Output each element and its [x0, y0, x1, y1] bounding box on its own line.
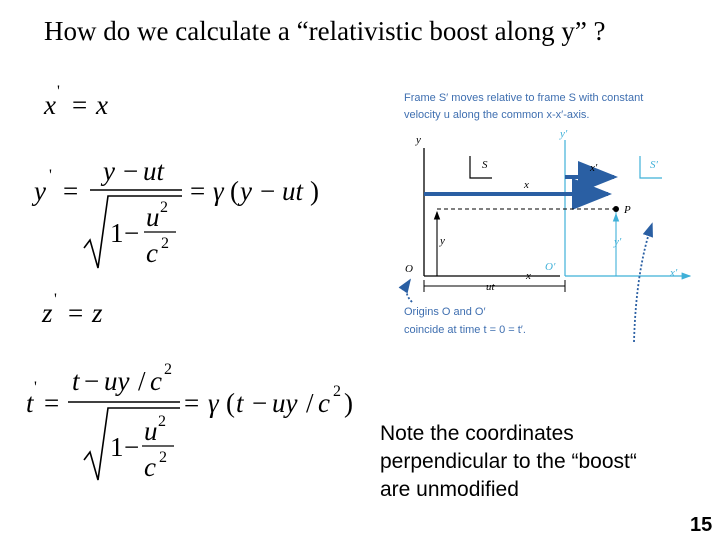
svg-text:1: 1	[110, 432, 124, 462]
svg-text:−: −	[124, 432, 140, 462]
svg-text:t: t	[26, 388, 34, 418]
svg-text:z: z	[92, 298, 103, 328]
svg-text:/: /	[306, 388, 314, 418]
figure-caption-bottom-1: Origins O and O′	[404, 306, 486, 318]
svg-text:−: −	[124, 218, 140, 248]
svg-text:': '	[54, 291, 57, 308]
svg-text:t: t	[72, 366, 80, 396]
svg-text:2: 2	[333, 383, 341, 400]
svg-text:': '	[49, 167, 52, 184]
svg-text:γ: γ	[213, 176, 224, 206]
label-x-axis: x	[526, 270, 531, 282]
svg-text:z: z	[42, 298, 53, 328]
svg-text:(: (	[230, 176, 239, 206]
svg-text:2: 2	[159, 449, 167, 466]
svg-text:(: (	[226, 388, 235, 418]
svg-text:): )	[344, 388, 353, 418]
svg-text:u: u	[146, 202, 160, 232]
svg-text:−: −	[252, 388, 268, 418]
label-y-prime-axis: y′	[560, 128, 568, 140]
svg-text:2: 2	[161, 235, 169, 252]
label-frame-s-prime: S′	[650, 159, 658, 171]
svg-text:=: =	[190, 176, 206, 206]
label-y-coord: y	[440, 235, 445, 247]
label-frame-s: S	[482, 159, 488, 171]
figure-caption-bottom-2: coincide at time t = 0 = t′.	[404, 324, 526, 336]
svg-text:uy: uy	[104, 366, 130, 396]
figure-caption-top-1: Frame S′ moves relative to frame S with constant	[404, 92, 644, 104]
svg-text:1: 1	[110, 218, 124, 248]
svg-text:2: 2	[160, 199, 168, 216]
svg-text:2: 2	[164, 361, 172, 378]
figure-caption-top-2: velocity u along the common x-x′-axis.	[404, 109, 590, 121]
svg-text:': '	[57, 83, 60, 100]
svg-text:/: /	[138, 366, 146, 396]
svg-text:=: =	[72, 90, 88, 120]
label-origin-prime: O′	[545, 261, 556, 273]
svg-text:x: x	[44, 90, 56, 120]
page-number: 15	[690, 514, 713, 536]
note-line-3: are unmodified	[380, 478, 519, 501]
svg-text:ut: ut	[143, 156, 165, 186]
slide-title: How do we calculate a “relativistic boost along y” ?	[44, 16, 606, 46]
label-arrow-x: x	[524, 179, 529, 191]
frame-s-marker	[470, 156, 492, 178]
svg-text:2: 2	[158, 413, 166, 430]
svg-text:y: y	[34, 176, 46, 206]
svg-text:−: −	[123, 156, 139, 186]
svg-text:y: y	[103, 156, 115, 186]
note-line-2: perpendicular to the “boost“	[380, 450, 637, 473]
note-text	[380, 420, 710, 504]
svg-text:x: x	[96, 90, 108, 120]
svg-text:−: −	[260, 176, 276, 206]
note-line-1: Note the coordinates	[380, 422, 574, 445]
svg-text:=: =	[63, 176, 79, 206]
label-y-axis: y	[416, 134, 421, 146]
label-arrow-x-prime: x′	[590, 162, 598, 174]
svg-text:c: c	[146, 238, 158, 268]
svg-text:=: =	[184, 388, 200, 418]
svg-text:=: =	[68, 298, 84, 328]
svg-text:): )	[310, 176, 319, 206]
label-x-prime-axis: x′	[670, 267, 678, 279]
label-point-p: P	[624, 204, 631, 216]
p-curved-arrow	[634, 224, 652, 342]
svg-text:γ: γ	[208, 388, 219, 418]
svg-text:ut: ut	[282, 176, 304, 206]
equation-t-prime	[26, 361, 353, 482]
label-y-prime-coord: y′	[614, 236, 622, 248]
svg-text:c: c	[144, 452, 156, 482]
svg-text:uy: uy	[272, 388, 298, 418]
origin-curved-arrow	[406, 280, 412, 302]
label-origin: O	[405, 263, 413, 275]
svg-text:y: y	[240, 176, 252, 206]
svg-text:c: c	[318, 388, 330, 418]
svg-text:t: t	[236, 388, 244, 418]
point-p	[613, 206, 619, 212]
svg-text:−: −	[84, 366, 100, 396]
svg-text:u: u	[144, 416, 158, 446]
label-ut: ut	[486, 281, 495, 293]
svg-text:c: c	[150, 366, 162, 396]
svg-text:=: =	[44, 388, 60, 418]
svg-text:': '	[34, 379, 37, 396]
